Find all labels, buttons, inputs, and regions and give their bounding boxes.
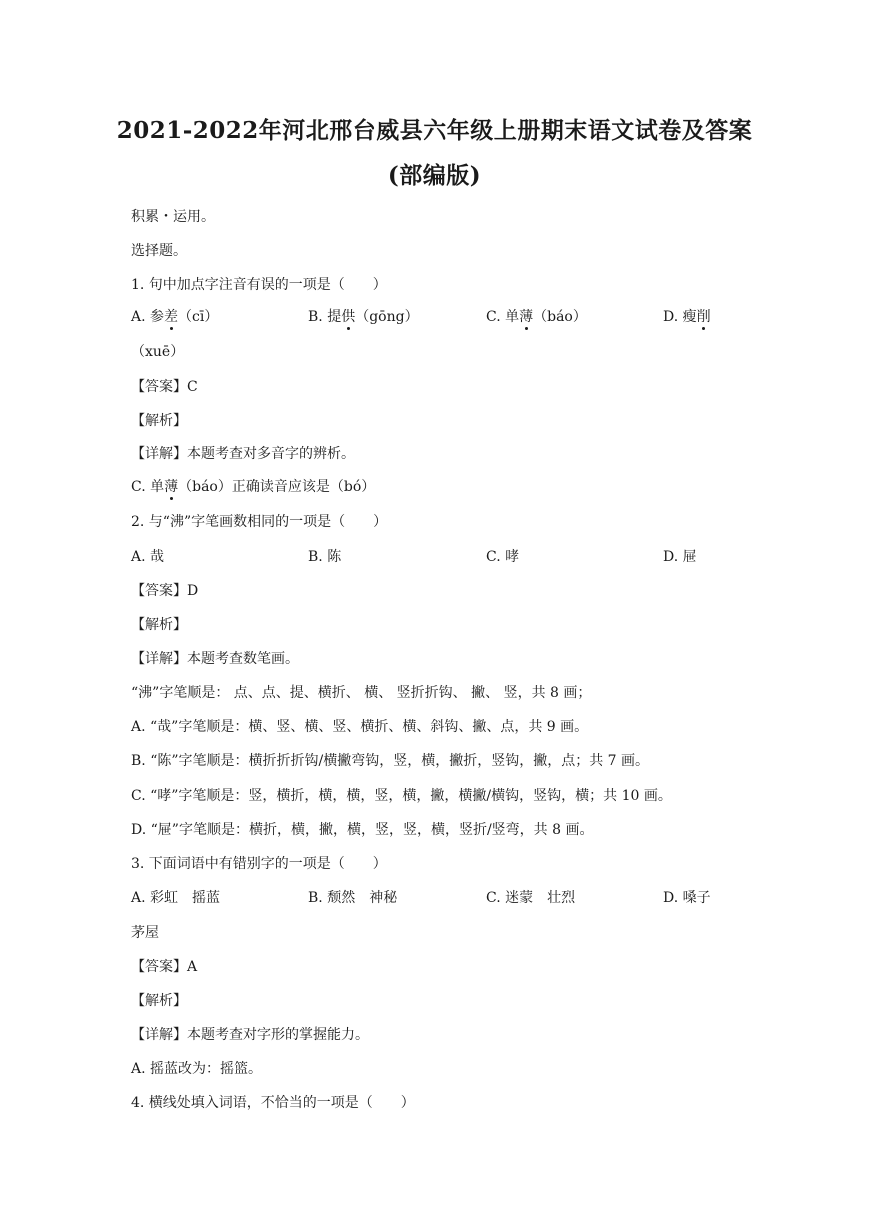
q2-option-a: A. 哉 xyxy=(131,549,165,565)
q2-stem: 2. 与“沸”字笔画数相同的一项是（ ） xyxy=(131,514,388,530)
subsection-heading: 选择题。 xyxy=(131,243,187,259)
q1-option-d-wrap: （xuē） xyxy=(131,344,185,360)
emphasis-dot-char: 薄 xyxy=(164,476,178,496)
q2-analysis: 【解析】 xyxy=(131,617,187,633)
q2-stroke-line: “沸”字笔顺是： 点、点、提、横折、 横、 竖折折钩、 撇、 竖，共 8 画； xyxy=(131,685,592,701)
document-title: 2021-2022年河北邢台威县六年级上册期末语文试卷及答案 xyxy=(116,117,753,144)
q2-option-c: C. 哮 xyxy=(486,549,520,565)
q1-answer: 【答案】C xyxy=(131,379,198,395)
q1-option-a: A. 参差（cī） xyxy=(131,306,218,326)
q3-option-b: B. 颓然 神秘 xyxy=(308,890,398,906)
q3-note: A. 摇蓝改为：摇篮。 xyxy=(131,1061,263,1077)
q2-stroke-line: D. “屉”字笔顺是：横折，横，撇，横，竖，竖，横，竖折/竖弯，共 8 画。 xyxy=(131,822,594,838)
q1-option-b: B. 提供（gōng） xyxy=(308,306,419,326)
q3-option-a: A. 彩虹 摇蓝 xyxy=(131,890,221,906)
q3-option-d-wrap: 茅屋 xyxy=(131,925,159,941)
emphasis-dot-char: 供 xyxy=(341,306,355,326)
emphasis-dot-char: 差 xyxy=(164,306,178,326)
q4-stem: 4. 横线处填入词语，不恰当的一项是（ ） xyxy=(131,1095,415,1111)
q2-stroke-line: C. “哮”字笔顺是：竖，横折，横，横，竖，横，撇，横撇/横钩，竖钩，横；共 10 画。 xyxy=(131,788,672,804)
q1-detail: 【详解】本题考查对多音字的辨析。 xyxy=(131,446,355,462)
q3-analysis: 【解析】 xyxy=(131,993,187,1009)
emphasis-dot-char: 薄 xyxy=(519,306,533,326)
q1-analysis: 【解析】 xyxy=(131,413,187,429)
emphasis-dot-char: 削 xyxy=(697,306,711,326)
section-heading: 积累・运用。 xyxy=(131,209,215,225)
q3-option-c: C. 迷蒙 壮烈 xyxy=(486,890,576,906)
q1-note: C. 单薄（báo）正确读音应该是（bó） xyxy=(131,476,375,496)
q3-answer: 【答案】A xyxy=(131,959,198,975)
q1-stem: 1. 句中加点字注音有误的一项是（ ） xyxy=(131,277,387,293)
document-subtitle: (部编版) xyxy=(387,162,482,189)
q2-answer: 【答案】D xyxy=(131,583,199,599)
q2-stroke-line: A. “哉”字笔顺是：横、竖、横、竖、横折、横、斜钩、撇、点，共 9 画。 xyxy=(131,719,589,735)
q3-stem: 3. 下面词语中有错别字的一项是（ ） xyxy=(131,856,387,872)
q3-option-d: D. 嗓子 xyxy=(663,890,711,906)
q2-option-d: D. 屉 xyxy=(663,549,697,565)
q1-option-c: C. 单薄（báo） xyxy=(486,306,587,326)
q3-detail: 【详解】本题考查对字形的掌握能力。 xyxy=(131,1027,369,1043)
q2-option-b: B. 陈 xyxy=(308,549,342,565)
q2-stroke-line: B. “陈”字笔顺是：横折折折钩/横撇弯钩，竖，横，撇折，竖钩，撇，点；共 7 画。 xyxy=(131,753,650,769)
q2-detail: 【详解】本题考查数笔画。 xyxy=(131,651,299,667)
q1-option-d: D. 瘦削 xyxy=(663,306,711,326)
